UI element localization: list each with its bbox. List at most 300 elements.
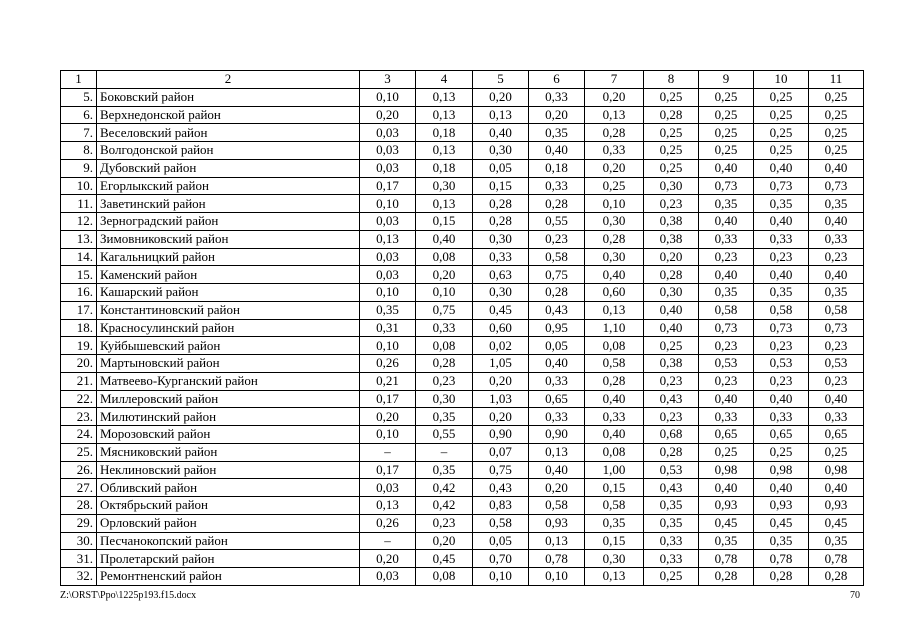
table-row xyxy=(61,443,864,461)
row-number: 18. xyxy=(61,319,97,337)
value-cell: 0,58 xyxy=(585,355,644,373)
value-cell: 0,40 xyxy=(699,213,754,231)
value-cell: 0,25 xyxy=(644,142,699,160)
value-cell: 0,58 xyxy=(529,497,585,515)
value-cell: 0,23 xyxy=(416,372,473,390)
value-cell: 0,15 xyxy=(473,177,529,195)
value-cell: 0,35 xyxy=(809,532,864,550)
value-cell: 0,25 xyxy=(644,337,699,355)
value-cell: 0,45 xyxy=(416,550,473,568)
value-cell: 0,13 xyxy=(360,230,416,248)
value-cell: 0,13 xyxy=(473,106,529,124)
value-cell: 0,35 xyxy=(699,284,754,302)
column-number-header: 8 xyxy=(644,71,699,89)
value-cell: 0,58 xyxy=(529,248,585,266)
value-cell: 0,38 xyxy=(644,230,699,248)
value-cell: 0,23 xyxy=(754,337,809,355)
value-cell: 0,05 xyxy=(473,532,529,550)
value-cell: 0,43 xyxy=(644,479,699,497)
value-cell: 0,30 xyxy=(585,550,644,568)
value-cell: 0,10 xyxy=(473,568,529,586)
value-cell: 0,03 xyxy=(360,142,416,160)
value-cell: 0,18 xyxy=(529,159,585,177)
value-cell: 0,28 xyxy=(644,106,699,124)
row-number: 16. xyxy=(61,284,97,302)
value-cell: 0,25 xyxy=(699,124,754,142)
district-name: Октябрьский район xyxy=(97,497,360,515)
value-cell: 0,40 xyxy=(754,479,809,497)
value-cell: 0,40 xyxy=(809,213,864,231)
table-row xyxy=(61,479,864,497)
value-cell: 0,03 xyxy=(360,266,416,284)
value-cell: 0,65 xyxy=(754,426,809,444)
value-cell: 0,23 xyxy=(809,337,864,355)
value-cell: 0,13 xyxy=(529,443,585,461)
value-cell: 0,20 xyxy=(473,372,529,390)
value-cell: 0,28 xyxy=(473,213,529,231)
value-cell: 0,20 xyxy=(644,248,699,266)
value-cell: 0,28 xyxy=(529,284,585,302)
value-cell: 0,60 xyxy=(585,284,644,302)
value-cell: 0,28 xyxy=(644,443,699,461)
table-row xyxy=(61,159,864,177)
value-cell: 0,28 xyxy=(416,355,473,373)
value-cell: 0,40 xyxy=(644,319,699,337)
value-cell: 0,40 xyxy=(529,355,585,373)
value-cell: 0,03 xyxy=(360,568,416,586)
value-cell: 0,35 xyxy=(416,408,473,426)
value-cell: 0,78 xyxy=(754,550,809,568)
row-number: 22. xyxy=(61,390,97,408)
value-cell: 0,73 xyxy=(809,177,864,195)
value-cell: 0,20 xyxy=(585,88,644,106)
table-row xyxy=(61,88,864,106)
table-row xyxy=(61,568,864,586)
value-cell: 0,30 xyxy=(416,390,473,408)
value-cell: 0,45 xyxy=(473,301,529,319)
value-cell: 0,26 xyxy=(360,355,416,373)
value-cell: 0,43 xyxy=(529,301,585,319)
value-cell: 0,30 xyxy=(416,177,473,195)
table-row xyxy=(61,142,864,160)
district-name: Миллеровский район xyxy=(97,390,360,408)
value-cell: 0,33 xyxy=(699,230,754,248)
value-cell: 0,40 xyxy=(529,461,585,479)
value-cell: 0,65 xyxy=(699,426,754,444)
district-name: Матвеево-Курганский район xyxy=(97,372,360,390)
value-cell: 0,25 xyxy=(699,88,754,106)
value-cell: 0,25 xyxy=(809,443,864,461)
value-cell: 0,13 xyxy=(416,106,473,124)
value-cell: 0,35 xyxy=(644,514,699,532)
value-cell: 0,75 xyxy=(473,461,529,479)
row-number: 25. xyxy=(61,443,97,461)
value-cell: 0,13 xyxy=(360,497,416,515)
value-cell: 0,58 xyxy=(585,497,644,515)
value-cell: 0,20 xyxy=(473,88,529,106)
row-number: 32. xyxy=(61,568,97,586)
value-cell: 0,42 xyxy=(416,479,473,497)
value-cell: 0,30 xyxy=(473,142,529,160)
value-cell: 0,58 xyxy=(809,301,864,319)
data-table xyxy=(60,70,864,586)
value-cell: 0,73 xyxy=(699,319,754,337)
value-cell: 0,73 xyxy=(754,177,809,195)
value-cell: 0,95 xyxy=(529,319,585,337)
value-cell: 0,33 xyxy=(529,177,585,195)
value-cell: 0,25 xyxy=(699,106,754,124)
table-row xyxy=(61,319,864,337)
district-name: Заветинский район xyxy=(97,195,360,213)
row-number: 11. xyxy=(61,195,97,213)
value-cell: 0,25 xyxy=(809,142,864,160)
value-cell: 0,25 xyxy=(809,106,864,124)
district-name: Пролетарский район xyxy=(97,550,360,568)
value-cell: 0,35 xyxy=(809,195,864,213)
district-name: Милютинский район xyxy=(97,408,360,426)
column-number-header: 7 xyxy=(585,71,644,89)
value-cell: 0,25 xyxy=(585,177,644,195)
row-number: 19. xyxy=(61,337,97,355)
value-cell: 0,03 xyxy=(360,213,416,231)
table-row xyxy=(61,284,864,302)
value-cell: 0,13 xyxy=(416,88,473,106)
value-cell: 0,53 xyxy=(699,355,754,373)
row-number: 28. xyxy=(61,497,97,515)
value-cell: 0,33 xyxy=(529,372,585,390)
value-cell: 0,30 xyxy=(644,284,699,302)
value-cell: 0,93 xyxy=(529,514,585,532)
value-cell: 0,31 xyxy=(360,319,416,337)
value-cell: 0,38 xyxy=(644,213,699,231)
value-cell: 0,28 xyxy=(699,568,754,586)
value-cell: 0,43 xyxy=(473,479,529,497)
table-row xyxy=(61,550,864,568)
value-cell: 0,17 xyxy=(360,390,416,408)
value-cell: 0,35 xyxy=(360,301,416,319)
value-cell: 0,08 xyxy=(416,568,473,586)
value-cell: 0,30 xyxy=(585,248,644,266)
table-row xyxy=(61,337,864,355)
district-name: Константиновский район xyxy=(97,301,360,319)
value-cell: 0,08 xyxy=(416,337,473,355)
value-cell: 0,93 xyxy=(699,497,754,515)
value-cell: 0,25 xyxy=(644,88,699,106)
value-cell: 0,02 xyxy=(473,337,529,355)
value-cell: 0,42 xyxy=(416,497,473,515)
value-cell: 0,20 xyxy=(529,479,585,497)
table-row xyxy=(61,497,864,515)
value-cell: 0,33 xyxy=(754,230,809,248)
table-row xyxy=(61,106,864,124)
value-cell: 0,20 xyxy=(416,266,473,284)
value-cell: 0,25 xyxy=(809,88,864,106)
value-cell: 0,30 xyxy=(473,230,529,248)
row-number: 27. xyxy=(61,479,97,497)
value-cell: 0,10 xyxy=(585,195,644,213)
value-cell: 0,23 xyxy=(754,372,809,390)
value-cell: 0,65 xyxy=(529,390,585,408)
district-name: Зерноградский район xyxy=(97,213,360,231)
value-cell: 0,40 xyxy=(473,124,529,142)
value-cell: 0,25 xyxy=(644,568,699,586)
value-cell: 0,30 xyxy=(585,213,644,231)
column-number-header: 6 xyxy=(529,71,585,89)
value-cell: 0,73 xyxy=(809,319,864,337)
value-cell: 0,20 xyxy=(529,106,585,124)
district-name: Волгодонской район xyxy=(97,142,360,160)
row-number: 24. xyxy=(61,426,97,444)
row-number: 23. xyxy=(61,408,97,426)
value-cell: 0,08 xyxy=(585,337,644,355)
row-number: 20. xyxy=(61,355,97,373)
row-number: 14. xyxy=(61,248,97,266)
value-cell: 1,10 xyxy=(585,319,644,337)
row-number: 29. xyxy=(61,514,97,532)
value-cell: 0,25 xyxy=(754,106,809,124)
value-cell: 0,40 xyxy=(809,266,864,284)
value-cell: 0,33 xyxy=(473,248,529,266)
district-name: Мартыновский район xyxy=(97,355,360,373)
value-cell: 0,15 xyxy=(416,213,473,231)
value-cell: 0,35 xyxy=(754,284,809,302)
row-number: 17. xyxy=(61,301,97,319)
value-cell: 0,15 xyxy=(585,532,644,550)
district-name: Веселовский район xyxy=(97,124,360,142)
value-cell: 0,13 xyxy=(529,532,585,550)
value-cell: 0,15 xyxy=(585,479,644,497)
value-cell: 0,45 xyxy=(699,514,754,532)
value-cell: 0,28 xyxy=(644,266,699,284)
value-cell: 0,23 xyxy=(699,337,754,355)
value-cell: 0,40 xyxy=(644,301,699,319)
value-cell: 0,33 xyxy=(809,230,864,248)
district-name: Мясниковский район xyxy=(97,443,360,461)
value-cell: 0,10 xyxy=(360,195,416,213)
value-cell: 0,10 xyxy=(416,284,473,302)
value-cell: 0,25 xyxy=(644,159,699,177)
value-cell: 0,10 xyxy=(360,284,416,302)
column-number-header: 9 xyxy=(699,71,754,89)
value-cell: 0,25 xyxy=(699,142,754,160)
value-cell: 0,53 xyxy=(754,355,809,373)
value-cell: 0,55 xyxy=(529,213,585,231)
value-cell: 0,58 xyxy=(473,514,529,532)
value-cell: 0,30 xyxy=(644,177,699,195)
value-cell: 0,40 xyxy=(809,159,864,177)
district-name: Дубовский район xyxy=(97,159,360,177)
table-row xyxy=(61,266,864,284)
value-cell: 0,40 xyxy=(699,479,754,497)
value-cell: 0,21 xyxy=(360,372,416,390)
value-cell: 0,25 xyxy=(699,443,754,461)
value-cell: 0,33 xyxy=(529,88,585,106)
value-cell: 0,33 xyxy=(754,408,809,426)
value-cell: 0,33 xyxy=(585,408,644,426)
value-cell: 0,58 xyxy=(754,301,809,319)
value-cell: 0,30 xyxy=(473,284,529,302)
value-cell: 0,25 xyxy=(644,124,699,142)
value-cell: 0,20 xyxy=(360,408,416,426)
value-cell: 0,78 xyxy=(809,550,864,568)
value-cell: 0,10 xyxy=(360,88,416,106)
district-name: Песчанокопский район xyxy=(97,532,360,550)
row-number: 26. xyxy=(61,461,97,479)
district-name: Зимовниковский район xyxy=(97,230,360,248)
row-number: 15. xyxy=(61,266,97,284)
column-number-header: 4 xyxy=(416,71,473,89)
value-cell: 1,00 xyxy=(585,461,644,479)
value-cell: 0,98 xyxy=(754,461,809,479)
district-name: Обливский район xyxy=(97,479,360,497)
value-cell: – xyxy=(360,443,416,461)
value-cell: 0,28 xyxy=(585,372,644,390)
value-cell: 0,40 xyxy=(754,213,809,231)
value-cell: 0,35 xyxy=(529,124,585,142)
table-row xyxy=(61,301,864,319)
table-row xyxy=(61,124,864,142)
value-cell: 0,35 xyxy=(754,195,809,213)
file-path: Z:\ORST\Ppo\1225p193.f15.docx xyxy=(60,590,197,601)
value-cell: 0,40 xyxy=(585,266,644,284)
value-cell: 0,35 xyxy=(754,532,809,550)
row-number: 31. xyxy=(61,550,97,568)
value-cell: 0,98 xyxy=(699,461,754,479)
value-cell: – xyxy=(360,532,416,550)
value-cell: 0,23 xyxy=(809,372,864,390)
district-name: Кашарский район xyxy=(97,284,360,302)
value-cell: 0,83 xyxy=(473,497,529,515)
value-cell: 0,25 xyxy=(754,124,809,142)
value-cell: 0,73 xyxy=(754,319,809,337)
table-row xyxy=(61,408,864,426)
value-cell: 1,05 xyxy=(473,355,529,373)
table-header-row xyxy=(61,71,864,89)
value-cell: 0,28 xyxy=(754,568,809,586)
value-cell: 0,45 xyxy=(754,514,809,532)
value-cell: 0,73 xyxy=(699,177,754,195)
value-cell: 0,35 xyxy=(585,514,644,532)
value-cell: 0,60 xyxy=(473,319,529,337)
value-cell: 0,23 xyxy=(644,408,699,426)
value-cell: 0,53 xyxy=(644,461,699,479)
value-cell: 0,25 xyxy=(754,443,809,461)
value-cell: 0,23 xyxy=(644,195,699,213)
table-row xyxy=(61,461,864,479)
value-cell: 0,33 xyxy=(809,408,864,426)
value-cell: – xyxy=(416,443,473,461)
value-cell: 0,40 xyxy=(416,230,473,248)
value-cell: 0,35 xyxy=(644,497,699,515)
value-cell: 0,20 xyxy=(416,532,473,550)
value-cell: 0,28 xyxy=(529,195,585,213)
value-cell: 0,08 xyxy=(585,443,644,461)
value-cell: 0,28 xyxy=(585,230,644,248)
value-cell: 0,13 xyxy=(416,142,473,160)
district-name: Орловский район xyxy=(97,514,360,532)
value-cell: 0,18 xyxy=(416,124,473,142)
value-cell: 0,03 xyxy=(360,479,416,497)
district-name: Боковский район xyxy=(97,88,360,106)
value-cell: 0,25 xyxy=(754,88,809,106)
value-cell: 0,40 xyxy=(529,142,585,160)
value-cell: 0,70 xyxy=(473,550,529,568)
district-name: Неклиновский район xyxy=(97,461,360,479)
row-number: 12. xyxy=(61,213,97,231)
value-cell: 0,23 xyxy=(416,514,473,532)
value-cell: 0,03 xyxy=(360,159,416,177)
row-number: 8. xyxy=(61,142,97,160)
value-cell: 0,05 xyxy=(473,159,529,177)
value-cell: 0,28 xyxy=(809,568,864,586)
value-cell: 0,23 xyxy=(644,372,699,390)
value-cell: 0,98 xyxy=(809,461,864,479)
value-cell: 0,40 xyxy=(754,159,809,177)
value-cell: 0,20 xyxy=(360,550,416,568)
value-cell: 0,75 xyxy=(529,266,585,284)
value-cell: 0,05 xyxy=(529,337,585,355)
table-row xyxy=(61,355,864,373)
value-cell: 0,63 xyxy=(473,266,529,284)
value-cell: 0,40 xyxy=(699,266,754,284)
value-cell: 0,33 xyxy=(529,408,585,426)
value-cell: 0,13 xyxy=(585,568,644,586)
table-row xyxy=(61,426,864,444)
value-cell: 0,33 xyxy=(585,142,644,160)
column-number-header: 5 xyxy=(473,71,529,89)
value-cell: 0,68 xyxy=(644,426,699,444)
district-name: Каменский район xyxy=(97,266,360,284)
value-cell: 0,26 xyxy=(360,514,416,532)
row-number: 13. xyxy=(61,230,97,248)
row-number: 10. xyxy=(61,177,97,195)
value-cell: 0,35 xyxy=(699,195,754,213)
value-cell: 0,90 xyxy=(473,426,529,444)
value-cell: 0,10 xyxy=(529,568,585,586)
column-number-header: 1 xyxy=(61,71,97,89)
value-cell: 0,33 xyxy=(644,550,699,568)
value-cell: 0,23 xyxy=(809,248,864,266)
value-cell: 0,33 xyxy=(699,408,754,426)
value-cell: 0,45 xyxy=(809,514,864,532)
value-cell: 0,65 xyxy=(809,426,864,444)
value-cell: 0,03 xyxy=(360,248,416,266)
value-cell: 0,17 xyxy=(360,177,416,195)
value-cell: 0,28 xyxy=(473,195,529,213)
value-cell: 0,28 xyxy=(585,124,644,142)
value-cell: 0,93 xyxy=(809,497,864,515)
value-cell: 0,13 xyxy=(585,301,644,319)
row-number: 6. xyxy=(61,106,97,124)
value-cell: 0,40 xyxy=(585,390,644,408)
value-cell: 0,43 xyxy=(644,390,699,408)
district-name: Ремонтненский район xyxy=(97,568,360,586)
value-cell: 0,40 xyxy=(809,479,864,497)
row-number: 9. xyxy=(61,159,97,177)
value-cell: 0,38 xyxy=(644,355,699,373)
column-number-header: 2 xyxy=(97,71,360,89)
value-cell: 0,40 xyxy=(699,390,754,408)
table-row xyxy=(61,195,864,213)
value-cell: 0,75 xyxy=(416,301,473,319)
district-name: Красносулинский район xyxy=(97,319,360,337)
value-cell: 0,03 xyxy=(360,124,416,142)
district-name: Куйбышевский район xyxy=(97,337,360,355)
district-name: Кагальницкий район xyxy=(97,248,360,266)
column-number-header: 11 xyxy=(809,71,864,89)
value-cell: 0,58 xyxy=(699,301,754,319)
value-cell: 0,35 xyxy=(416,461,473,479)
